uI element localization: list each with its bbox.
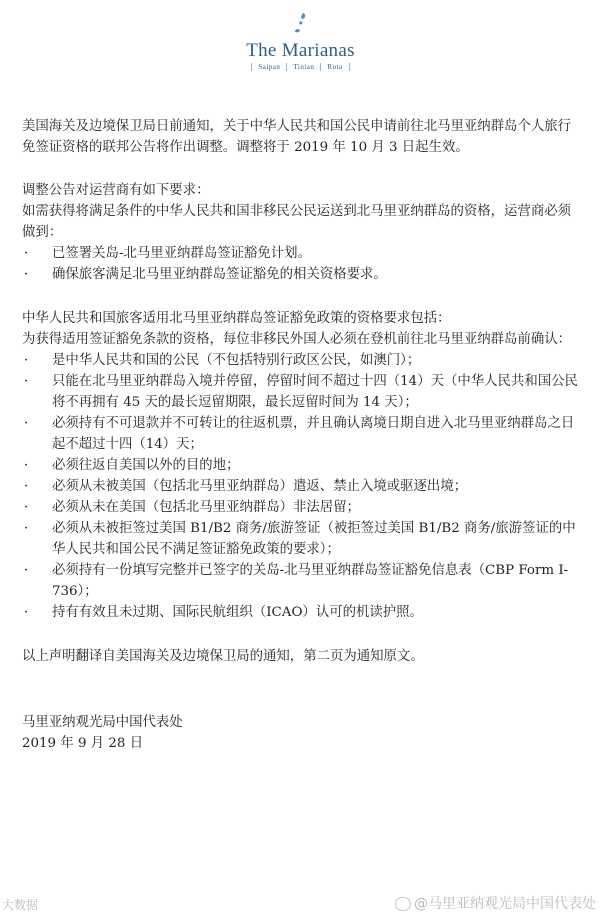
list-item: · 持有有效且未过期、国际民航组织（ICAO）认可的机读护照。 xyxy=(22,602,582,623)
weibo-icon xyxy=(395,897,411,911)
list-item: · 必须持有不可退款并不可转让的往返机票，并且确认离境日期自进入北马里亚纳群岛之日起不超过十四（14）天； xyxy=(22,413,582,455)
bullet: · xyxy=(24,267,29,282)
island-saipan: Saipan xyxy=(251,63,286,71)
list-item: · 必须持有一份填写完整并已签字的关岛-北马里亚纳群岛签证豁免信息表（CBP Form I-736）； xyxy=(22,560,582,602)
bullet: · xyxy=(24,500,29,515)
operators-heading: 调整公告对运营商有如下要求： xyxy=(22,183,210,198)
bullet: · xyxy=(24,479,29,494)
eligibility-heading: 中华人民共和国旅客适用北马里亚纳群岛签证豁免政策的资格要求包括： xyxy=(22,311,451,326)
eligibility-list xyxy=(22,350,582,623)
list-item: · 已签署关岛-北马里亚纳群岛签证豁免计划。 xyxy=(22,243,582,264)
bullet: · xyxy=(24,374,29,389)
bullet: · xyxy=(24,353,29,368)
logo-title: The Marianas xyxy=(246,40,355,61)
notice-body xyxy=(22,116,582,754)
islands-icon xyxy=(286,12,316,38)
list-item: · 是中华人民共和国的公民（不包括特别行政区公民，如澳门）； xyxy=(22,350,582,371)
bullet: · xyxy=(24,563,29,578)
island-tinian: Tinian xyxy=(286,63,320,71)
island-rota: Rota xyxy=(320,63,349,71)
bullet: · xyxy=(24,416,29,431)
list-item: · 必须往返自美国以外的目的地； xyxy=(22,455,582,476)
logo xyxy=(0,12,601,72)
signature-org: 马里亚纳观光局中国代表处 xyxy=(22,715,183,730)
bullet: · xyxy=(24,605,29,620)
logo-islands xyxy=(0,62,601,72)
bullet: · xyxy=(24,521,29,536)
intro-paragraph: 美国海关及边境保卫局日前通知，关于中华人民共和国公民申请前往北马里亚纳群岛个人旅行免签证资格的联邦公告将作出调整。调整将于 2019 年 10 月 3 日起生效。 xyxy=(22,119,572,155)
operators-lead: 如需获得将满足条件的中华人民共和国非移民公民运送到北马里亚纳群岛的资格，运营商必须做到： xyxy=(22,204,572,240)
closing-statement: 以上声明翻译自美国海关及边境保卫局的通知，第二页为通知原文。 xyxy=(22,649,424,664)
list-item: · 必须从未在美国（包括北马里亚纳群岛）非法居留； xyxy=(22,497,582,518)
list-item: · 必须从未被美国（包括北马里亚纳群岛）遣返、禁止入境或驱逐出境； xyxy=(22,476,582,497)
operators-list xyxy=(22,243,582,285)
signature-date: 2019 年 9 月 28 日 xyxy=(22,736,144,751)
list-item: · 只能在北马里亚纳群岛入境并停留，停留时间不超过十四（14）天（中华人民共和国公民将不再拥有 45 天的最长逗留期限，最长逗留时间为 14 天）； xyxy=(22,371,582,413)
list-item: · 确保旅客满足北马里亚纳群岛签证豁免的相关资格要求。 xyxy=(22,264,582,285)
list-item: · 必须从未被拒签过美国 B1/B2 商务/旅游签证（被拒签过美国 B1/B2 商务/旅游签证的中华人民共和国公民不满足签证豁免政策的要求）； xyxy=(22,518,582,560)
bullet: · xyxy=(24,246,29,261)
watermark-left: 大数据 xyxy=(2,898,39,912)
watermark-right-text: @马里亚纳观光局中国代表处 xyxy=(414,896,596,912)
eligibility-lead: 为获得适用签证豁免条款的资格，每位非移民外国人必须在登机前往北马里亚纳群岛前确认： xyxy=(22,332,572,347)
bullet: · xyxy=(24,458,29,473)
watermark-right xyxy=(395,893,596,913)
